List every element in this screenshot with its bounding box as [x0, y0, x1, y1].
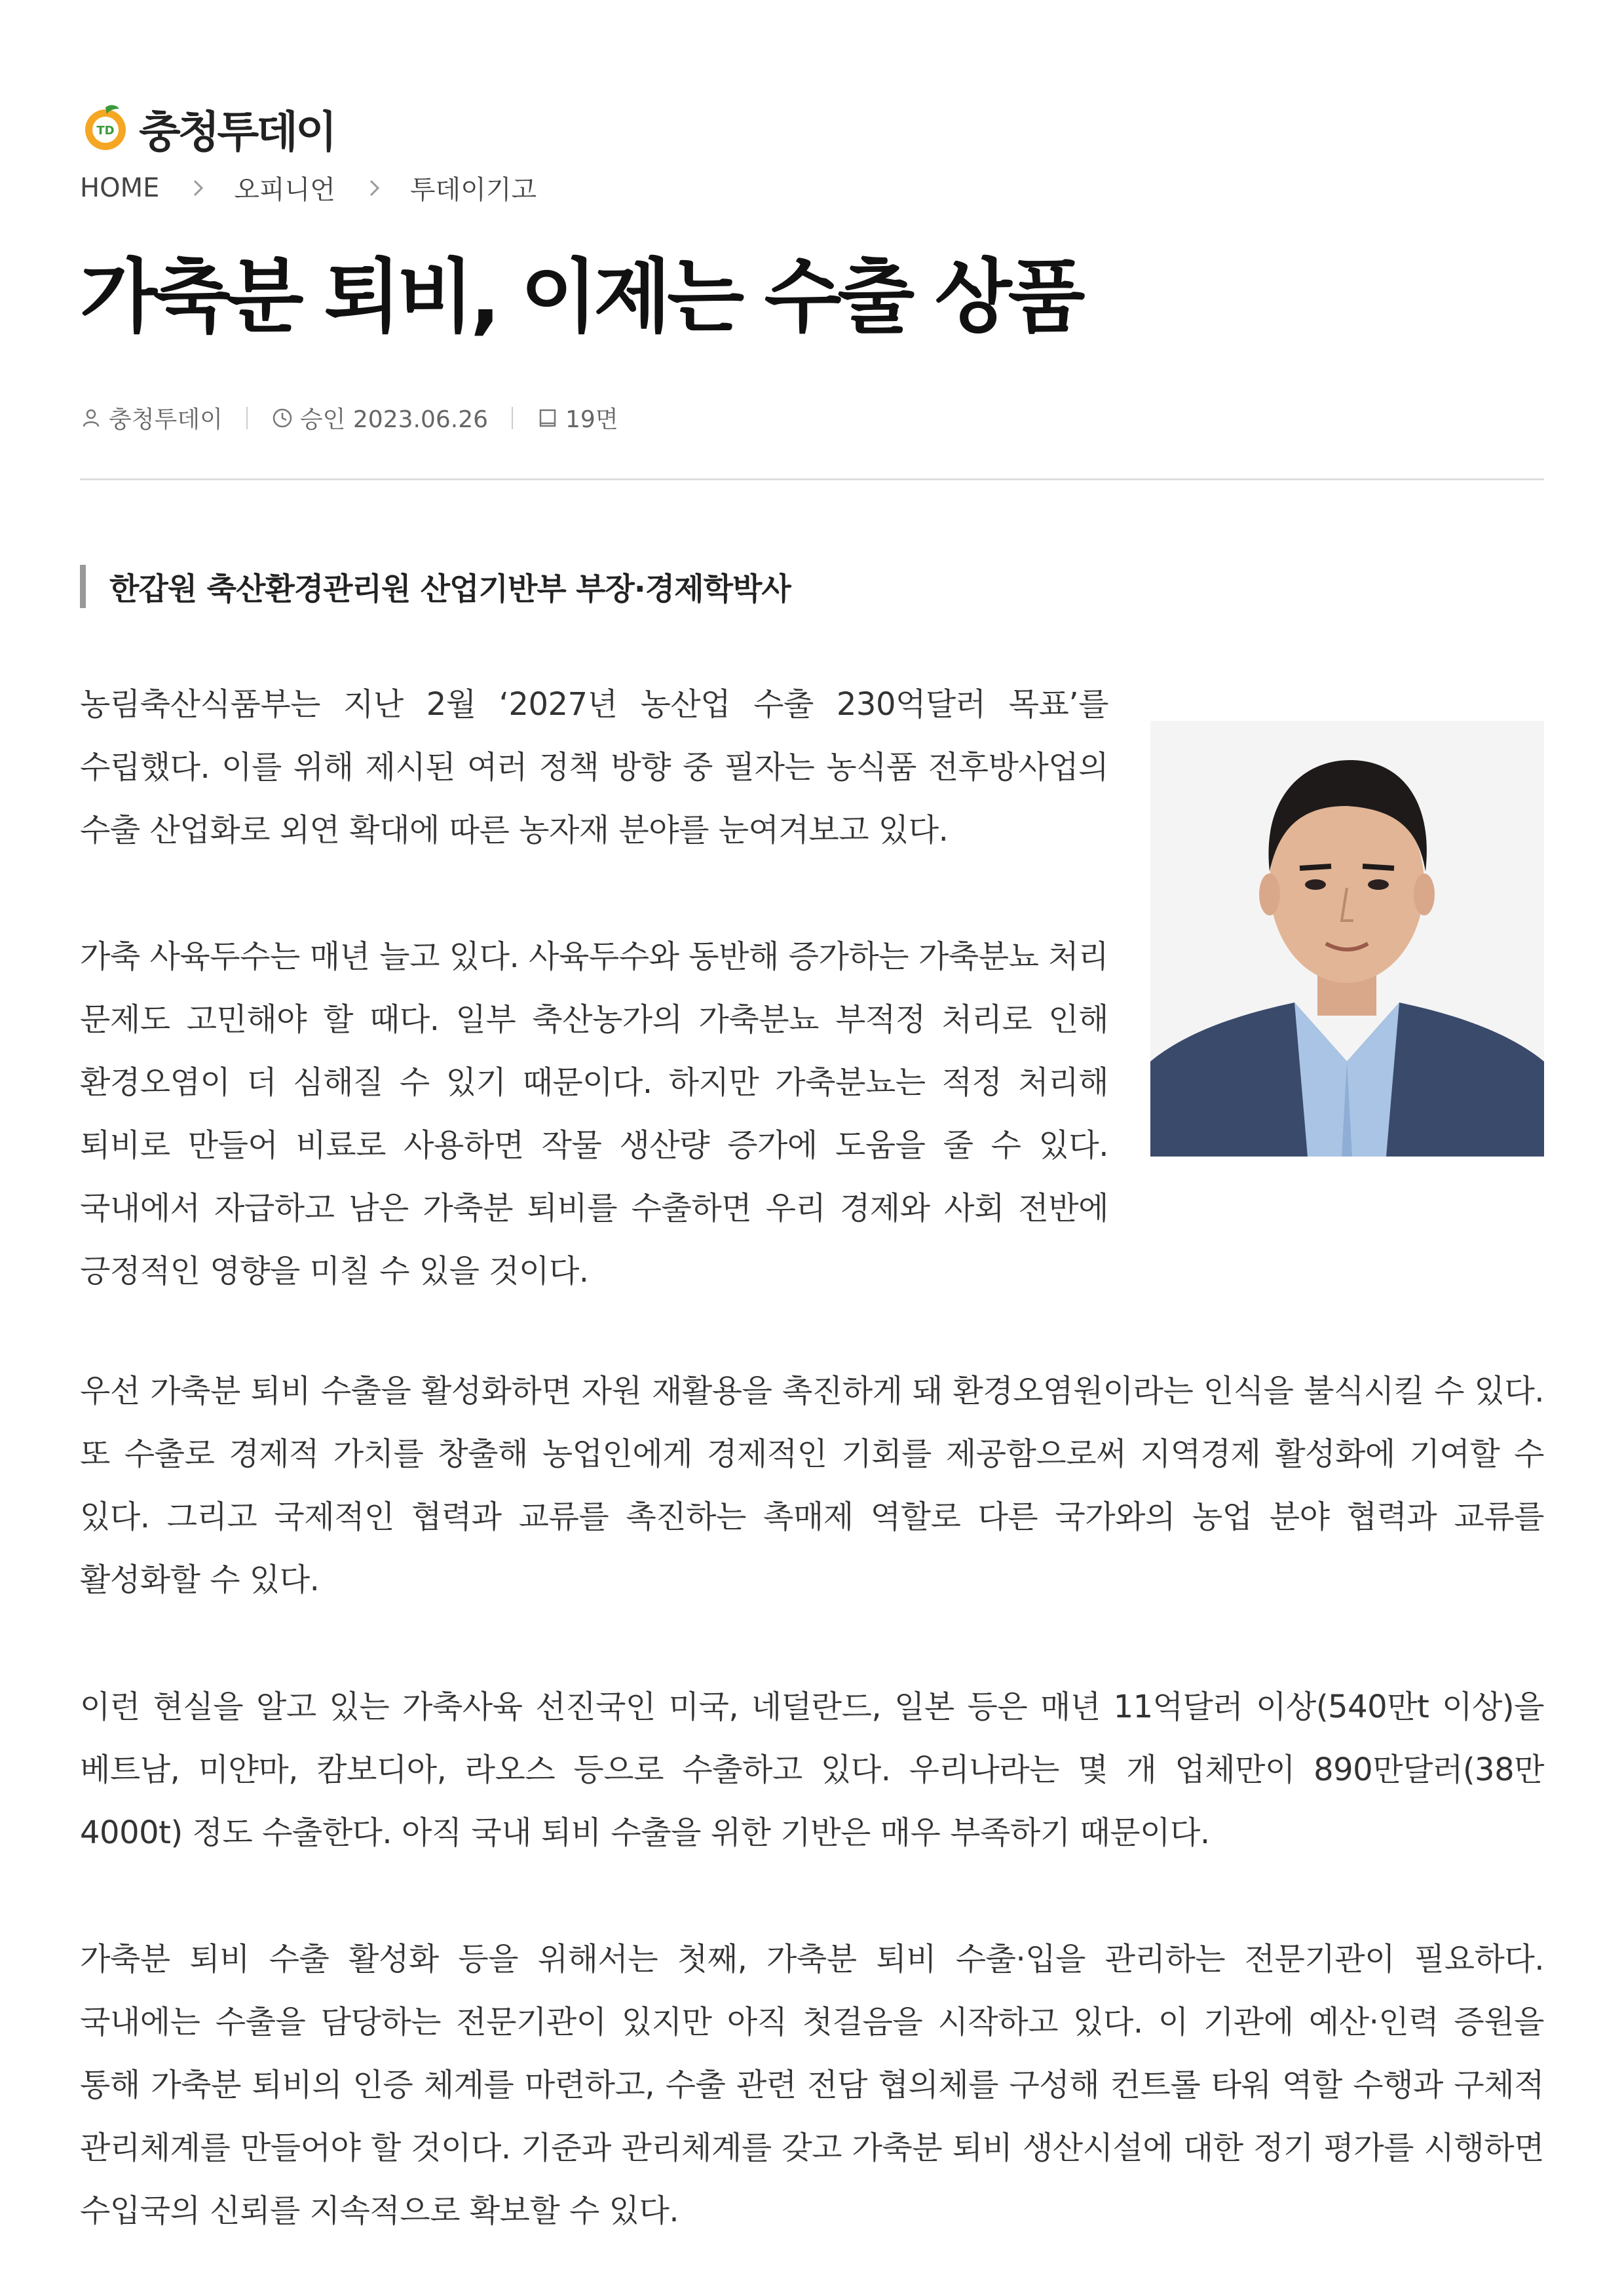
- article-paragraph: 가축분 퇴비 수출 활성화 등을 위해서는 첫째, 가축분 퇴비 수출·입을 관리하는 전문기관이 필요하다. 국내에는 수출을 담당하는 전문기관이 있지만 아직 첫걸음을 시작하고 있다. 이 기관에 예산·인력 증원을 통해 가축분 퇴비의 인증 체계를 마련하고, 수출 관련 전담 협의체를 구성해 컨트롤 타워 역할 수행과 구체적 관리체계를 만들어야 할 것이다. 기준과 관리체계를 갖고 가축분 퇴비 생산시설에 대한 정기 평가를 시행하면 수입국의 신뢰를 지속적으로 확보할 수 있다.: [80, 1941, 1544, 2229]
- article-paragraph: 우선 가축분 퇴비 수출을 활성화하면 자원 재활용을 촉진하게 돼 환경오염원이라는 인식을 불식시킬 수 있다. 또 수출로 경제적 가치를 창출해 농업인에게 경제적인 기회를 제공함으로써 지역경제 활성화에 기여할 수 있다. 그리고 국제적인 협력과 교류를 촉진하는 촉매제 역할로 다른 국가와의 농업 분야 협력과 교류를 활성화할 수 있다.: [80, 1373, 1544, 1598]
- article-paragraph: 농림축산식품부는 지난 2월 ‘2027년 농산업 수출 230억달러 목표’를 수립했다. 이를 위해 제시된 여러 정책 방향 중 필자는 농식품 전후방사업의 수출 산업화로 외연 확대에 따른 농자재 분야를 눈여겨보고 있다.: [80, 686, 1108, 849]
- meta-approved: [271, 401, 488, 434]
- article-paragraph: 가축 사육두수는 매년 늘고 있다. 사육두수와 동반해 증가하는 가축분뇨 처리 문제도 고민해야 할 때다. 일부 축산농가의 가축분뇨 부적정 처리로 인해 환경오염이 더 심해질 수 있기 때문이다. 하지만 가축분뇨는 적정 처리해 퇴비로 만들어 비료로 사용하면 작물 생산량 증가에 도움을 줄 수 있다. 국내에서 자급하고 남은 가축분 퇴비를 수출하면 우리 경제와 사회 전반에 긍정적인 영향을 미칠 수 있을 것이다.: [80, 938, 1108, 1290]
- site-name: 충청투데이: [139, 106, 335, 157]
- breadcrumb-opinion[interactable]: 오피니언: [234, 175, 335, 205]
- newspaper-icon: [537, 407, 559, 429]
- meta-page: [537, 401, 618, 434]
- breadcrumb-home[interactable]: HOME: [80, 172, 160, 203]
- chevron-right-icon: [185, 173, 212, 203]
- meta-approved-text: 승인 2023.06.26: [299, 406, 489, 433]
- author-photo: [1150, 721, 1544, 1157]
- header-divider: [80, 478, 1544, 480]
- breadcrumb-today-contribution[interactable]: 투데이기고: [409, 175, 537, 205]
- article-title: 가축분 퇴비, 이제는 수출 상품: [80, 250, 1082, 343]
- article-meta: [80, 401, 618, 434]
- author-byline: 한갑원 축산환경관리원 산업기반부 부장·경제학박사: [80, 565, 791, 608]
- site-logo[interactable]: [80, 98, 335, 157]
- person-icon: [80, 407, 102, 429]
- breadcrumb: [80, 169, 537, 206]
- meta-page-text: 19면: [565, 406, 618, 433]
- logo-emblem-icon: [80, 102, 131, 153]
- clock-icon: [271, 407, 293, 429]
- meta-author: [80, 401, 223, 434]
- article-paragraph: 이런 현실을 알고 있는 가축사육 선진국인 미국, 네덜란드, 일본 등은 매년 11억달러 이상(540만t 이상)을 베트남, 미얀마, 캄보디아, 라오스 등으로 수출하고 있다. 우리나라는 몇 개 업체만이 890만달러(38만 4000t) 정도 수출한다. 아직 국내 퇴비 수출을 위한 기반은 매우 부족하기 때문이다.: [80, 1689, 1544, 1851]
- chevron-right-icon: [362, 173, 388, 203]
- svg-text:TD: TD: [96, 124, 115, 138]
- meta-author-text: 충청투데이: [109, 406, 223, 433]
- meta-divider: [512, 407, 513, 429]
- meta-divider: [246, 407, 248, 429]
